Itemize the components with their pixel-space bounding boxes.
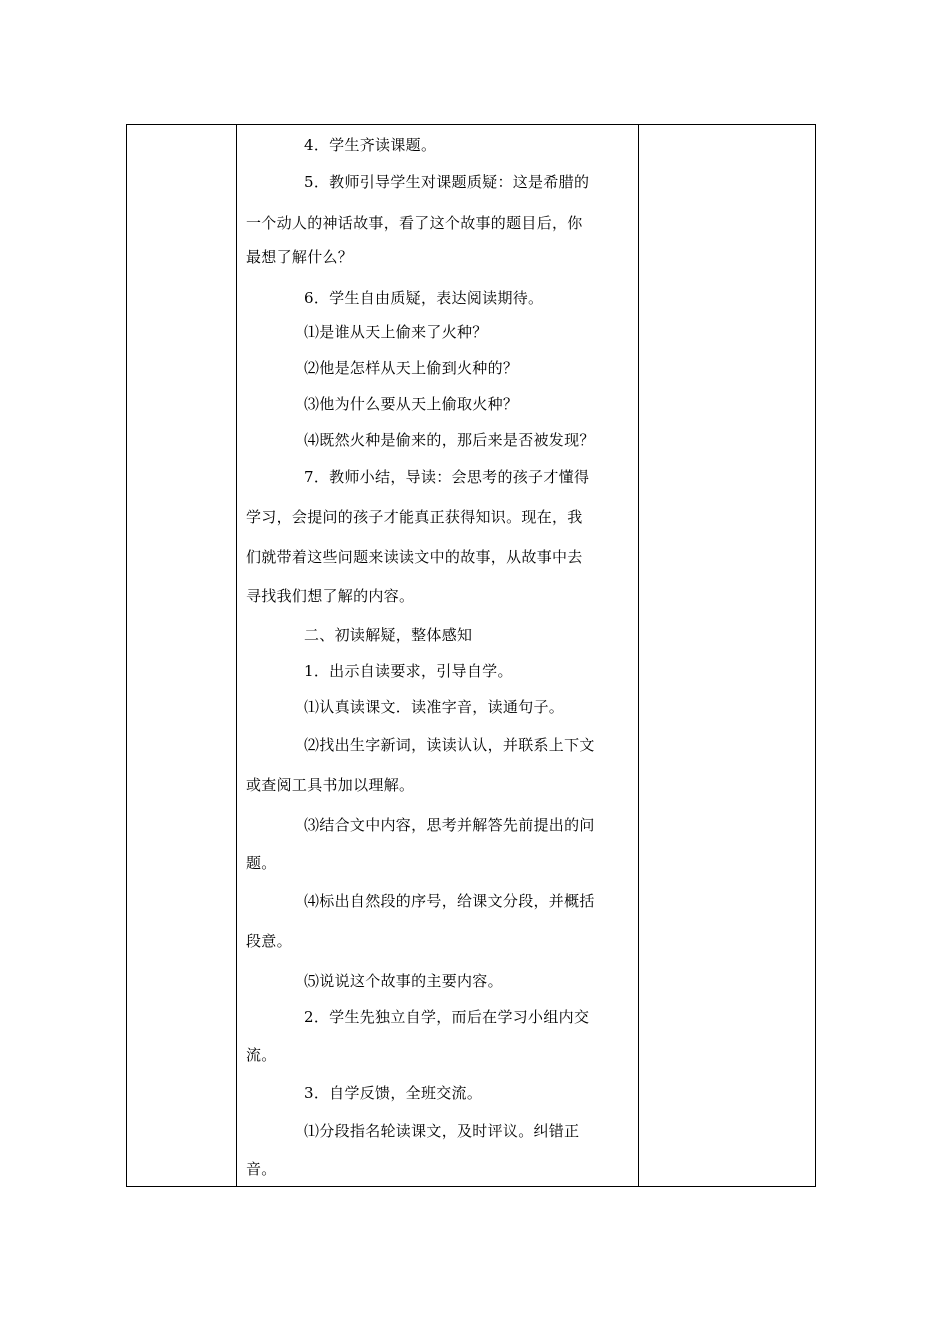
text-line: ⑴是谁从天上偷来了火种？ <box>304 323 488 341</box>
text-line: 学习，会提问的孩子才能真正获得知识。现在，我 <box>246 508 583 526</box>
text-line: ⑷既然火种是偷来的，那后来是否被发现？ <box>304 431 595 449</box>
text-line: ⑶结合文中内容，思考并解答先前提出的问 <box>304 816 595 834</box>
text-line: 3．自学反馈，全班交流。 <box>304 1084 483 1102</box>
text-line: 7．教师小结，导读：会思考的孩子才懂得 <box>304 468 590 486</box>
text-line: 段意。 <box>246 932 292 950</box>
text-line: 流。 <box>246 1046 277 1064</box>
text-line: 6．学生自由质疑，表达阅读期待。 <box>304 289 544 307</box>
lesson-table <box>126 124 816 1187</box>
left-cell <box>127 125 236 1186</box>
text-line: ⑵他是怎样从天上偷到火种的？ <box>304 359 519 377</box>
text-line: ⑴分段指名轮读课文，及时评议。纠错正 <box>304 1122 580 1140</box>
column-divider-left <box>236 125 237 1186</box>
text-line: 音。 <box>246 1160 277 1178</box>
text-line: 或查阅工具书加以理解。 <box>246 776 415 794</box>
text-line: 题。 <box>246 854 277 872</box>
text-line: 最想了解什么？ <box>246 248 354 266</box>
text-line: 们就带着这些问题来读读文中的故事，从故事中去 <box>246 548 583 566</box>
text-line: ⑸说说这个故事的主要内容。 <box>304 972 503 990</box>
text-line: ⑷标出自然段的序号，给课文分段，并概括 <box>304 892 595 910</box>
text-line: 二、初读解疑，整体感知 <box>304 626 473 644</box>
text-line: 1．出示自读要求，引导自学。 <box>304 662 513 680</box>
text-line: ⑶他为什么要从天上偷取火种？ <box>304 395 519 413</box>
text-line: 一个动人的神话故事，看了这个故事的题目后，你 <box>246 214 583 232</box>
text-line: 寻找我们想了解的内容。 <box>246 587 415 605</box>
text-line: ⑴认真读课文．读准字音，读通句子。 <box>304 698 565 716</box>
text-line: 5．教师引导学生对课题质疑：这是希腊的 <box>304 173 590 191</box>
text-line: ⑵找出生字新词，读读认认，并联系上下文 <box>304 736 595 754</box>
right-cell <box>639 125 815 1186</box>
text-line: 2．学生先独立自学，而后在学习小组内交 <box>304 1008 590 1026</box>
text-line: 4．学生齐读课题。 <box>304 136 437 154</box>
